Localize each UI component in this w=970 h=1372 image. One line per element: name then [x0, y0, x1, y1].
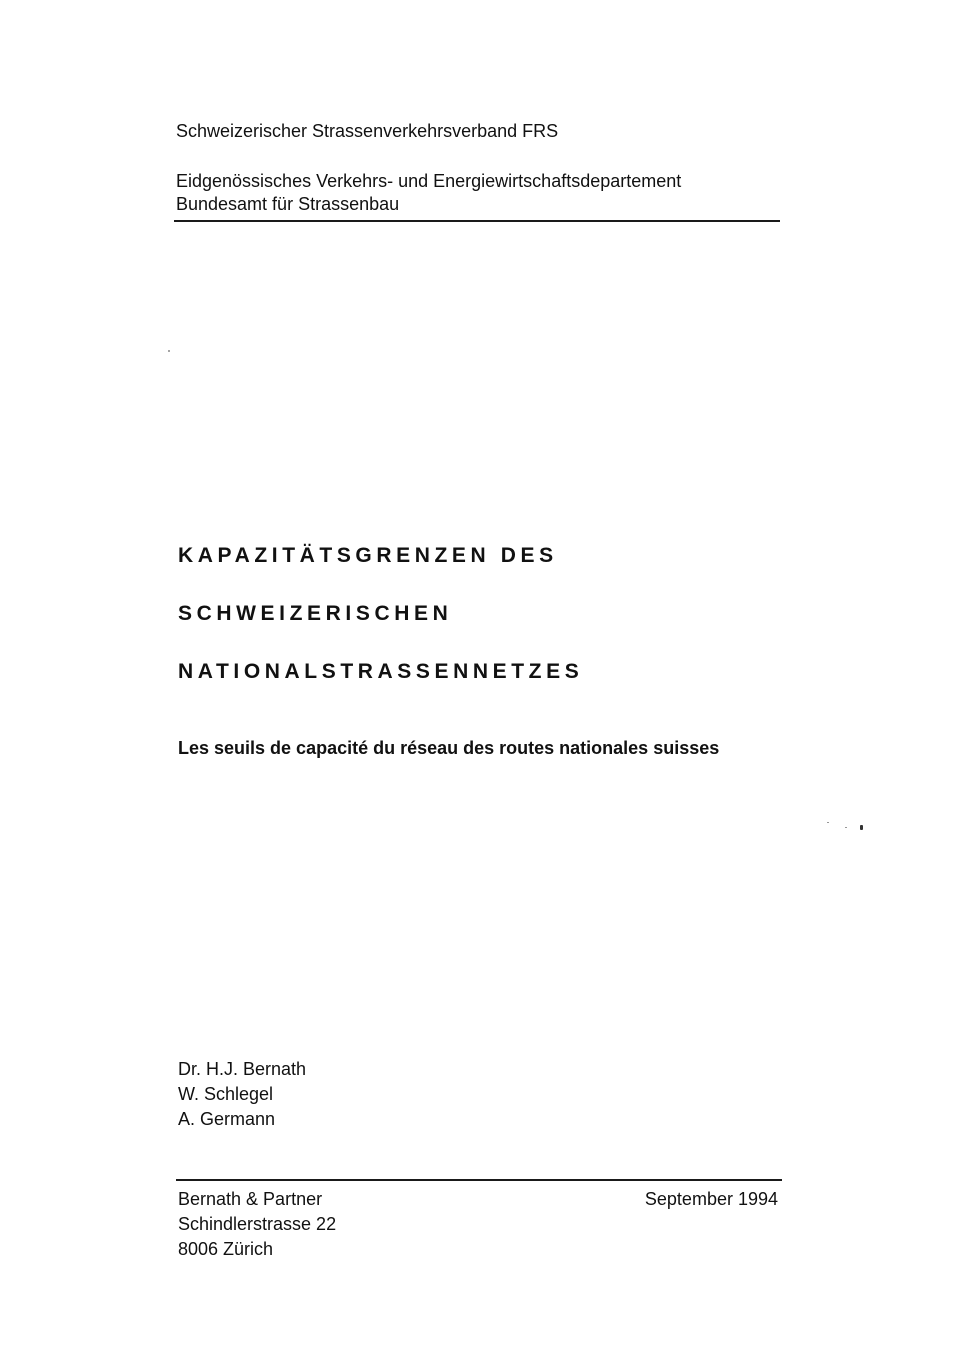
publication-date: September 1994 [644, 1189, 778, 1209]
footer-rule [176, 1179, 782, 1181]
author-2: W. Schlegel [178, 1084, 274, 1104]
organization-frs: Schweizerischer Strassenverkehrsverband FRS [176, 121, 559, 141]
header-rule [174, 220, 780, 222]
publisher-name: Bernath & Partner [178, 1189, 323, 1209]
scan-speck [860, 825, 863, 830]
publisher-street: Schindlerstrasse 22 [178, 1214, 337, 1234]
scan-speck [827, 822, 829, 823]
author-3: A. Germann [178, 1109, 276, 1129]
title-line-1: KAPAZITÄTSGRENZEN DES [178, 544, 558, 567]
author-1: Dr. H.J. Bernath [178, 1059, 307, 1079]
organization-department: Eidgenössisches Verkehrs- und Energiewirtschaftsdepartement [176, 171, 682, 191]
title-line-2: SCHWEIZERISCHEN [178, 602, 453, 625]
organization-office: Bundesamt für Strassenbau [176, 194, 400, 214]
scan-speck [845, 827, 847, 828]
french-subtitle: Les seuils de capacité du réseau des routes nationales suisses [178, 738, 720, 758]
scan-speck [168, 350, 170, 352]
title-line-3: NATIONALSTRASSENNETZES [178, 660, 584, 683]
publisher-city: 8006 Zürich [178, 1239, 274, 1259]
